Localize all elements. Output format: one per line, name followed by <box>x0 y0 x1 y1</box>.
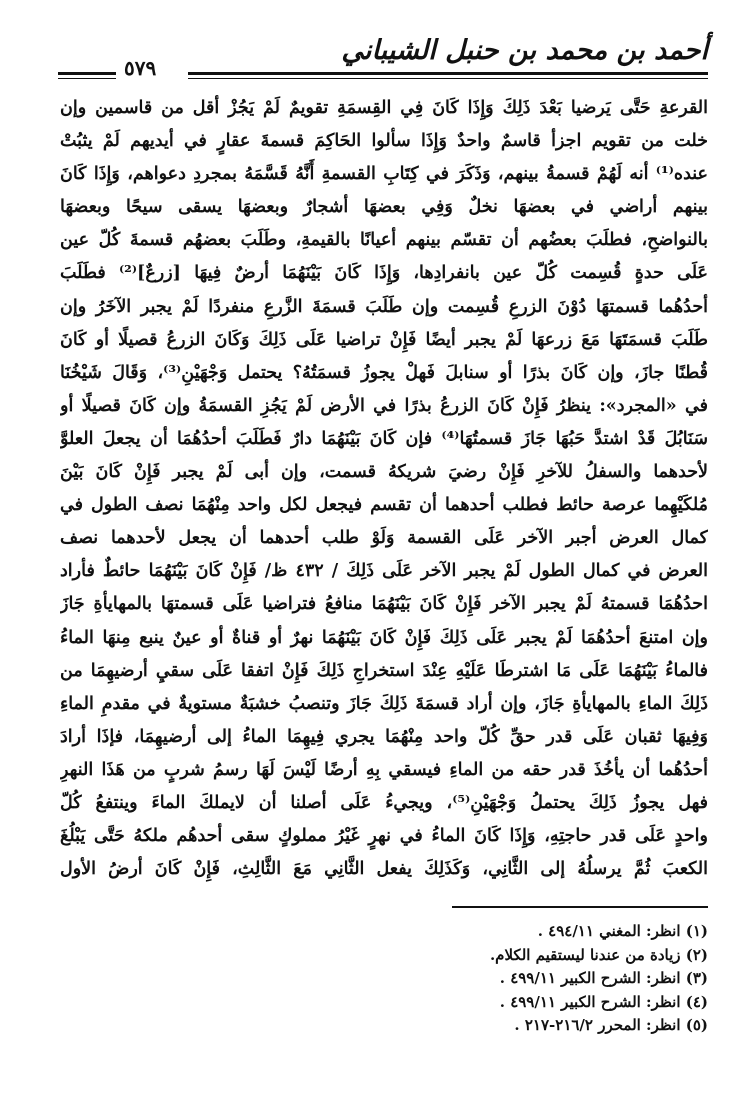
text-line: بينهم أراضي في بعضهَا نخلٌ وَفِي بعضهَا أشجارٌ وبعضهَا يسقى سيحًا وبعضهَا <box>60 197 708 218</box>
text-line: العرض في كمال الطول لَمْ يجبر الآخر عَلَى ذَلِكَ / ٤٣٢ ظ/ فَإِنْ كَانَ بَيْنَهُمَا حائطٌ فأراد <box>60 561 708 582</box>
text-line: الكعبَ ثُمَّ يرسلُهُ إلى الثَّانِي، وَكَذَلِكَ يفعل الثَّانِي مَعَ الثَّالِثِ، فَإِنْ كَانَ أرضُ الأول <box>60 859 708 880</box>
text-line: ذَلِكَ الماءِ بالمهايأةِ جَازَ، وإن أراد قسمَةَ ذَلِكَ جَازَ وتنصبُ خشبَةٌ مستويةٌ في مقدمِ الماءِ <box>60 693 708 714</box>
text-line: طَلَبَ قسمَتَهَا مَعَ زرعهَا لَمْ يجبر أيضًا فَإِنْ تراضيا عَلَى ذَلِكَ وَكَانَ الزرعُ قصيلًا أو كَانَ <box>60 329 708 350</box>
text-line: أحدُهُما أن يأخُذَ قدر حقه من الماءِ فيسقي بِهِ أرضًا لَيْسَ لَهَا رسمُ شربٍ من هَذَا النهرِ <box>60 759 708 780</box>
text-line: لأحدهما والسفلُ للآخرِ فَإِنْ رضيَ شريكهُ قسمت، وإن أبى لَمْ يجبر فَإِنْ كَانَ بَيْنَ <box>60 462 708 483</box>
text-line: واحدٍ عَلَى قدر حاجتِهِ، وَإِذَا كَانَ الماءُ في نهرٍ غَيْرُ مملوكٍ سقى أحدهُم ملكهُ حَتَّى يَبْلُغَ <box>60 826 708 847</box>
text-line: في «المجرد»: ينظرُ فَإِنْ كَانَ الزرعُ بذرًا في الأرض لَمْ يَجُزِ القسمَةُ وإن كَانَ قصيلًا أو <box>60 395 708 416</box>
text-line: عنده⁽¹⁾ أنه لَهُمْ قسمةُ بينهم، وَذَكَرَ في كِتَابِ القسمةِ أَنَّهُ قَسَّمَهُ بمجردِ دعواهم، وَإِذَا كَانَ <box>60 164 708 185</box>
text-line: وإن امتنعَ أحدُهُمَا لَمْ يجبر عَلَى ذَلِكَ فَإِنْ كَانَ بَيْنَهُمَا نهرٌ أو قناةٌ أو عينٌ ينبع مِنهَا الماءُ <box>60 627 708 648</box>
text-line: قُطنًا جازَ، وإن كَانَ بذرًا أو سنابلَ فَهلْ يجوزُ قسمَتُهُ؟ يحتمل وَجْهَيْنِ⁽³⁾، وَقَالَ شَيْخُنَا <box>60 362 708 383</box>
text-line: خلت من تقويم اجزأ قاسمٌ واحدٌ وَإِذَا سألوا الحَاكِمَ قسمةَ عقارٍ في أيديهم لَمْ يثبُتْ <box>60 131 708 152</box>
text-line: القرعةِ حَتَّى يَرضيا بَعْدَ ذَلِكَ وَإِذَا كَانَ فِي القِسمَةِ تقويمٌ لَمْ يَجُزْ أقل من قاسمين وإن <box>60 98 708 118</box>
header-rule-left <box>58 72 116 79</box>
text-line: كمال العرض أجبر الآخر عَلَى القسمة وَلَوْ طلب أحدهما أن يجعل لأحدهما نصف <box>60 528 708 549</box>
footnote: (٥) انظر: المحرر ٢١٦/٢-٢١٧ . <box>514 1016 708 1034</box>
main-text <box>60 92 708 886</box>
footnote: (٤) انظر: الشرح الكبير ٤٩٩/١١ . <box>499 992 708 1011</box>
footnote: (٢) زيادة من عندنا ليستقيم الكلام. <box>489 945 708 964</box>
text-line: احدُهُمَا قسمتهُ لَمْ يجبر الآخر فَإِنْ كَانَ بَيْنَهُمَا منافعُ فتراضيا عَلَى قسمتهَا بالمهايأةِ جَازَ <box>60 594 708 615</box>
text-line: فهل يجوزُ ذَلِكَ يحتملُ وَجْهَيْنِ⁽⁵⁾، ويجيءُ عَلَى أصلنا أن لايملكَ الماءَ وينتفعُ كُلّ <box>60 792 708 813</box>
text-line: عَلَى حدةٍ قُسِمت كُلّ عين بانفرادِها، وَإِذَا كَانَ بَيْنَهُمَا أرضٌ فِيهَا [زرعٌ]⁽²⁾ فطَلَبَ <box>60 263 708 284</box>
text-line: مُلكَيْهِما عرصة حائط فطلب أحدهما أن تقسم فيجعل لكل واحد مِنْهُمَا نصف الطول في <box>60 495 708 516</box>
running-title: أحمد بن محمد بن حنبل الشيباني <box>341 35 708 66</box>
text-line: وَفِيهَا ثقبان عَلَى قدر حقِّ كُلّ واحد مِنْهُمَا يجري فِيهِمَا الماءُ إلى أرضيهِمَا، فإذَا أرادَ <box>60 726 708 747</box>
footnote-separator <box>452 906 708 908</box>
page-number: ٥٧٩ <box>124 56 157 80</box>
footnote: (١) انظر: المغني ٤٩٤/١١ . <box>537 922 708 940</box>
header-rule <box>188 72 708 79</box>
footnotes <box>200 920 708 1038</box>
footnote: (٣) انظر: الشرح الكبير ٤٩٩/١١ . <box>499 969 708 987</box>
text-line: أحدُهُما قسمتهَا دُوْنَ الزرعِ قُسِمت وإن طَلَبَ قسمَةَ الزَّرعِ منفردًا لَمْ يجبر الآخَرُ وإن <box>60 296 708 317</box>
text-line: بالنواضحِ، فطلَبَ بعضُهم أن تقسّم بينهم أعيانًا بالقيمةِ، وطَلَبَ بعضهُم قسمةَ كُلّ عين <box>60 230 708 251</box>
text-line: سَنَابُلَ قَدْ اشتدَّ حَبُهَا جَازَ قسمتُهَا⁽⁴⁾ فإن كَانَ بَيْنَهُمَا دارٌ فَطَلَبَ أحدُهُمَا أن يجعلَ العلوَّ <box>60 428 708 449</box>
text-line: فالماءُ بَيْنَهُمَا عَلَى مَا اشترطَا عَلَيْهِ عِنْدَ استخراجِ ذَلِكَ فَإِنْ اتفقا عَلَى سقيِ أرضيهِمَا من <box>60 660 708 681</box>
page-header <box>58 34 708 82</box>
